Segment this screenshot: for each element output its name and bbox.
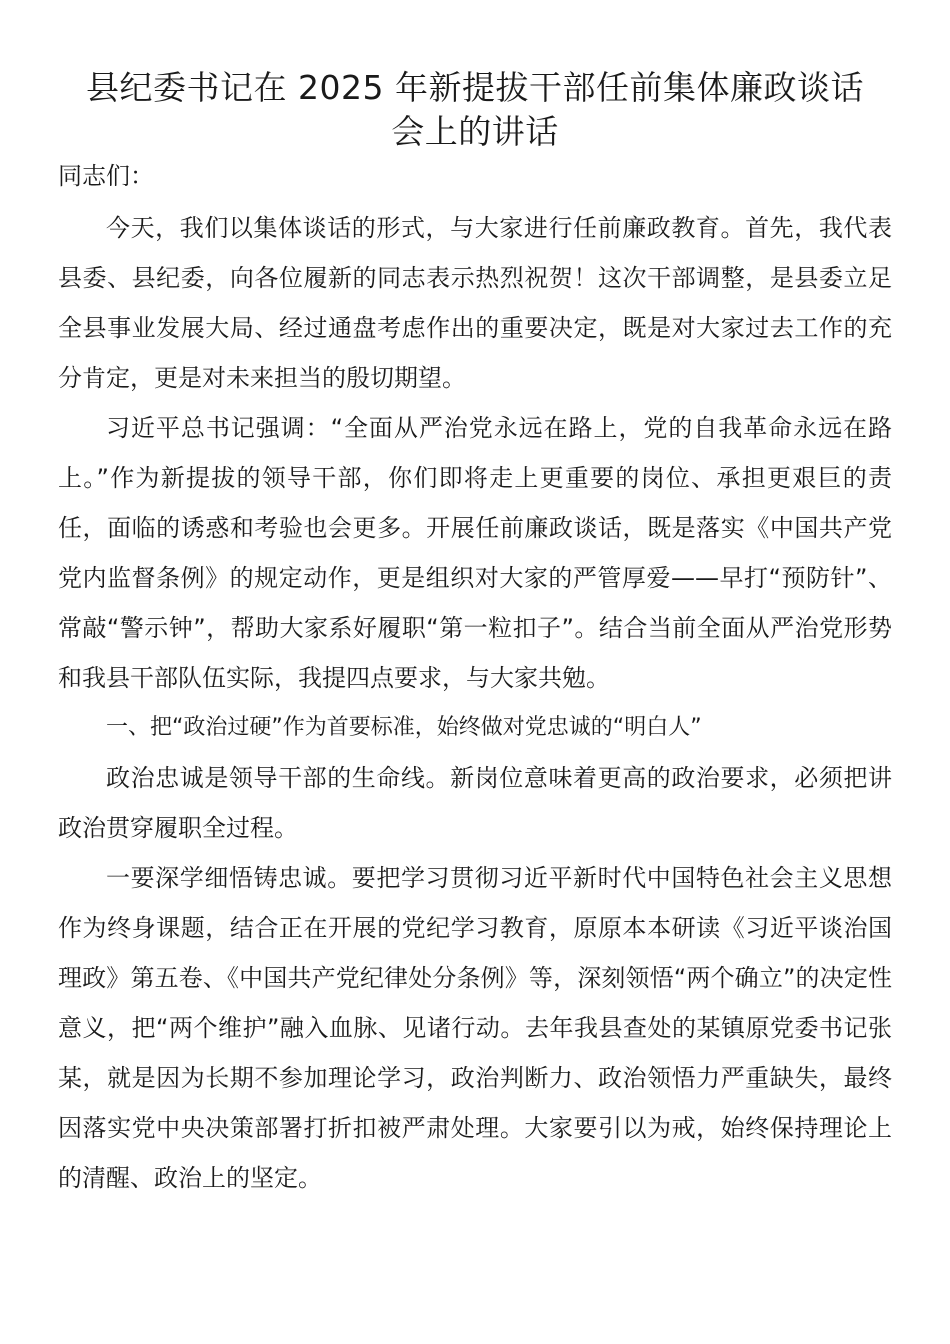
paragraph-political-loyalty: 政治忠诚是领导干部的生命线。新岗位意味着更高的政治要求，必须把讲政治贯穿履职全过程。 (58, 764, 892, 842)
paragraph-quote: 习近平总书记强调：“全面从严治党永远在路上，党的自我革命永远在路上。”作为新提拔的领导干部，你们即将走上更重要的岗位、承担更艰巨的责任，面临的诱惑和考验也会更多。开展任前廉政谈话，既是落实《中国共产党党内监督条例》的规定动作，更是组织对大家的严管厚爱——早打“预防针”、常敲“警示钟”，帮助大家系好履职“第一粒扣子”。结合当前全面从严治党形势和我县干部队伍实际，我提四点要求，与大家共勉。 (58, 414, 892, 692)
document-title (58, 66, 892, 154)
salutation: 同志们： (58, 162, 154, 190)
section-heading-1: 一、把“政治过硬”作为首要标准，始终做对党忠诚的“明白人” (106, 715, 702, 740)
title-line-2: 会上的讲话 (391, 112, 559, 151)
paragraph-study-loyalty: 一要深学细悟铸忠诚。要把学习贯彻习近平新时代中国特色社会主义思想作为终身课题，结合正在开展的党纪学习教育，原原本本研读《习近平谈治国理政》第五卷、《中国共产党纪律处分条例》等，深刻领悟“两个确立”的决定性意义，把“两个维护”融入血脉、见诸行动。去年我县查处的某镇原党委书记张某，就是因为长期不参加理论学习，政治判断力、政治领悟力严重缺失，最终因落实党中央决策部署打折扣被严肃处理。大家要引以为戒，始终保持理论上的清醒、政治上的坚定。 (58, 864, 892, 1192)
paragraph-opening: 今天，我们以集体谈话的形式，与大家进行任前廉政教育。首先，我代表县委、县纪委，向各位履新的同志表示热烈祝贺！这次干部调整，是县委立足全县事业发展大局、经过通盘考虑作出的重要决定，既是对大家过去工作的充分肯定，更是对未来担当的殷切期望。 (58, 214, 892, 392)
title-line-1: 县纪委书记在 2025 年新提拔干部任前集体廉政谈话 (86, 68, 864, 107)
